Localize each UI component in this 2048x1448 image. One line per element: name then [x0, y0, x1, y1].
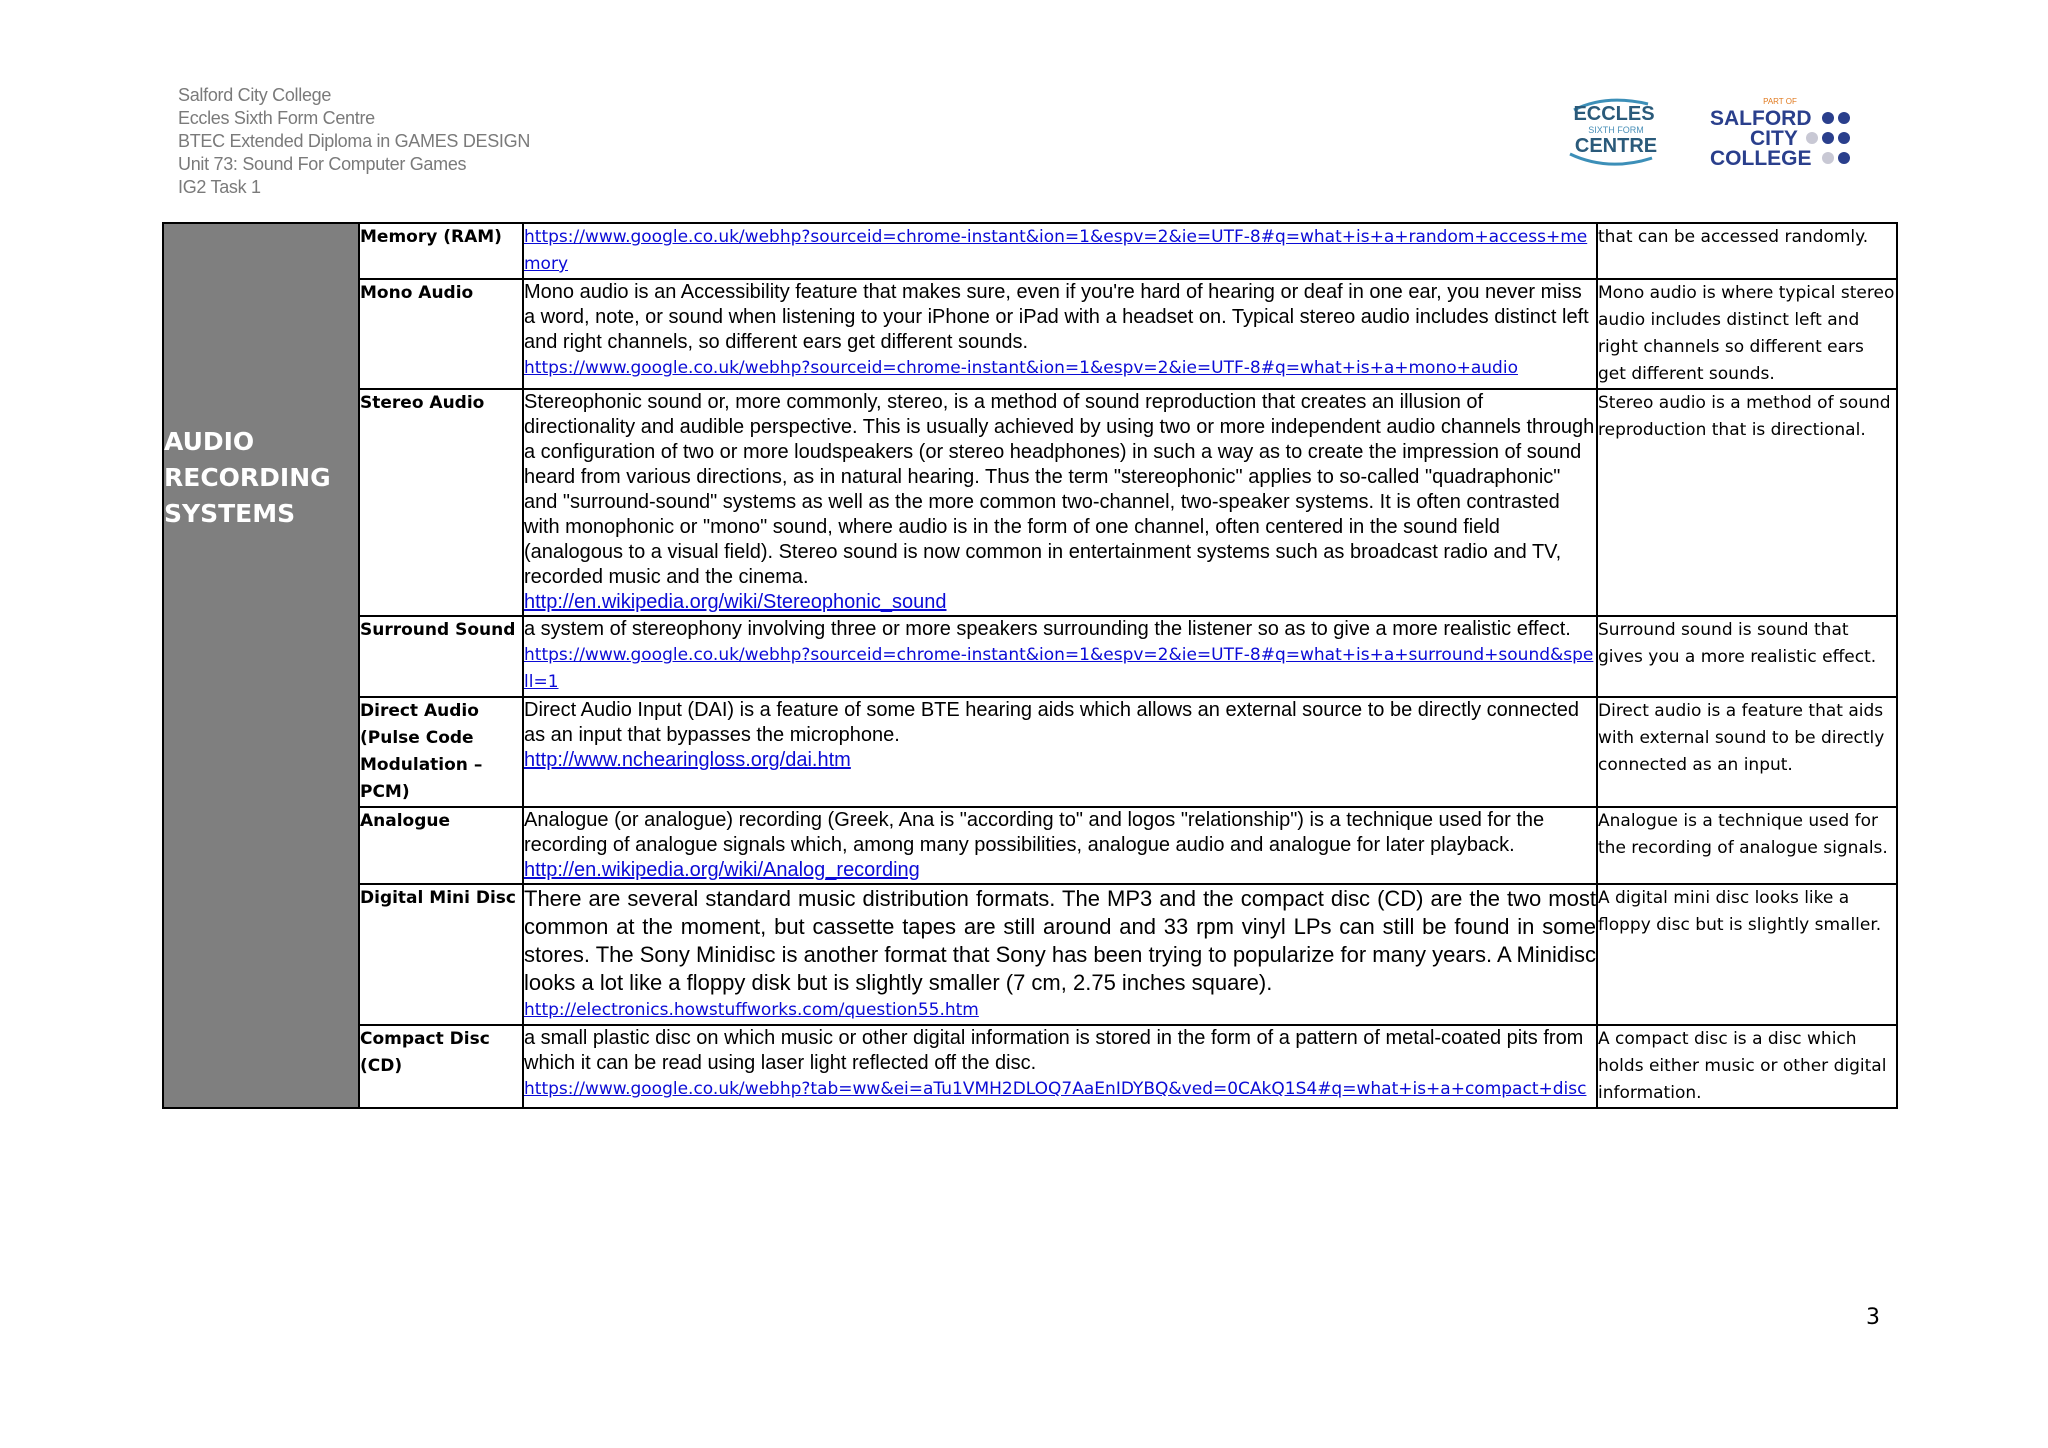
description-cell: [523, 223, 1597, 279]
description-cell: [523, 884, 1597, 1025]
summary-cell: Mono audio is where typical stereo audio includes distinct left and right channels so different ears get different sounds.: [1597, 279, 1897, 389]
description-text: Stereophonic sound or, more commonly, stereo, is a method of sound reproduction that creates an illusion of directionality and audible perspective. This is usually achieved by using two or more independent audio channels through a configuration of two or more loudspeakers (or stereo headphones) in such a way as to create the impression of sound heard from various directions, as in natural hearing. Thus the term "stereophonic" applies to so-called "quadraphonic" and "surround-sound" systems as well as the more common two-channel, two-speaker systems. It is often contrasted with monophonic or "mono" sound, where audio is in the form of one channel, often centered in the sound field (analogous to a visual field). Stereo sound is now common in entertainment systems such as broadcast radio and TV, recorded music and the cinema.: [524, 391, 1595, 588]
source-link[interactable]: http://en.wikipedia.org/wiki/Stereophonic_sound: [524, 591, 947, 613]
svg-text:COLLEGE: COLLEGE: [1710, 147, 1812, 170]
description-text: Analogue (or analogue) recording (Greek, Ana is "according to" and logos "relationship") is a technique used for the recording of analogue signals which, among many possibilities, analogue audio and analogue for later playback.: [524, 809, 1545, 856]
table-row: [163, 884, 1897, 1025]
term-cell: Memory (RAM): [359, 223, 523, 279]
svg-text:ECCLES: ECCLES: [1573, 103, 1655, 125]
summary-cell: A compact disc is a disc which holds either music or other digital information.: [1597, 1025, 1897, 1108]
summary-cell: A digital mini disc looks like a floppy disc but is slightly smaller.: [1597, 884, 1897, 1025]
summary-cell: Analogue is a technique used for the recording of analogue signals.: [1597, 807, 1897, 884]
table-row: [163, 616, 1897, 697]
term-cell: Direct Audio (Pulse Code Modulation – PCM): [359, 697, 523, 807]
table-row: [163, 389, 1897, 616]
source-link[interactable]: http://electronics.howstuffworks.com/question55.htm: [524, 1000, 979, 1020]
description-cell: [523, 389, 1597, 616]
audio-recording-systems-table: [162, 222, 1898, 1109]
table-row: [163, 807, 1897, 884]
description-text: There are several standard music distribution formats. The MP3 and the compact disc (CD) are the two most common at the moment, but cassette tapes are still around and 33 rpm vinyl LPs can still be found in some stores. The Sony Minidisc is another format that Sony has been trying to popularize for many years. A Minidisc looks a lot like a floppy disk but is slightly smaller (7 cm, 2.75 inches square).: [524, 886, 1597, 995]
header-line-task: IG2 Task 1: [178, 177, 261, 197]
svg-text:SALFORD: SALFORD: [1710, 107, 1812, 130]
svg-text:PART OF: PART OF: [1763, 97, 1797, 106]
header-line-unit: Unit 73: Sound For Computer Games: [178, 154, 467, 174]
source-link[interactable]: https://www.google.co.uk/webhp?sourceid=chrome-instant&ion=1&espv=2&ie=UTF-8#q=what+is+a+mono+audio: [524, 358, 1518, 378]
svg-text:SIXTH FORM: SIXTH FORM: [1588, 125, 1644, 135]
description-text: Direct Audio Input (DAI) is a feature of some BTE hearing aids which allows an external source to be directly connected as an input that bypasses the microphone.: [524, 699, 1579, 746]
term-cell: Compact Disc (CD): [359, 1025, 523, 1108]
table-row: [163, 279, 1897, 389]
section-title: AUDIO RECORDING SYSTEMS: [164, 427, 331, 528]
section-header-cell: [163, 223, 359, 1108]
source-link[interactable]: http://www.nchearingloss.org/dai.htm: [524, 749, 851, 771]
description-cell: [523, 1025, 1597, 1108]
svg-text:CENTRE: CENTRE: [1574, 135, 1658, 157]
header-line-centre: Eccles Sixth Form Centre: [178, 108, 375, 128]
header-line-college: Salford City College: [178, 85, 332, 105]
source-link[interactable]: https://www.google.co.uk/webhp?tab=ww&ei=aTu1VMH2DLOQ7AaEnIDYBQ&ved=0CAkQ1S4#q=what+is+a+compact+disc: [524, 1079, 1587, 1099]
description-cell: [523, 616, 1597, 697]
term-cell: Analogue: [359, 807, 523, 884]
table-row: [163, 697, 1897, 807]
description-cell: [523, 697, 1597, 807]
description-text: a small plastic disc on which music or other digital information is stored in the form of a pattern of metal-coated pits from which it can be read using laser light reflected off the disc.: [524, 1027, 1584, 1074]
description-cell: [523, 807, 1597, 884]
table-row: [163, 1025, 1897, 1108]
table-row: [163, 223, 1897, 279]
page-number: 3: [1866, 1305, 1880, 1330]
term-cell: Mono Audio: [359, 279, 523, 389]
eccles-centre-logo: [1556, 92, 1676, 172]
term-cell: Surround Sound: [359, 616, 523, 697]
source-link[interactable]: http://en.wikipedia.org/wiki/Analog_recording: [524, 859, 920, 881]
header-line-course: BTEC Extended Diploma in GAMES DESIGN: [178, 131, 531, 151]
summary-cell: that can be accessed randomly.: [1597, 223, 1897, 279]
summary-cell: Stereo audio is a method of sound reproduction that is directional.: [1597, 389, 1897, 616]
salford-city-college-logo: [1706, 92, 1876, 172]
description-text: a system of stereophony involving three or more speakers surrounding the listener so as to give a more realistic effect.: [524, 618, 1571, 640]
summary-cell: Direct audio is a feature that aids with external sound to be directly connected as an input.: [1597, 697, 1897, 807]
svg-text:CITY: CITY: [1750, 127, 1798, 150]
description-cell: [523, 279, 1597, 389]
document-header: [178, 84, 530, 199]
summary-cell: Surround sound is sound that gives you a more realistic effect.: [1597, 616, 1897, 697]
term-cell: Stereo Audio: [359, 389, 523, 616]
description-text: Mono audio is an Accessibility feature that makes sure, even if you're hard of hearing or deaf in one ear, you never miss a word, note, or sound when listening to your iPhone or iPad with a headset on. Typical stereo audio includes distinct left and right channels, so different ears get different sounds.: [524, 281, 1589, 353]
source-link[interactable]: https://www.google.co.uk/webhp?sourceid=chrome-instant&ion=1&espv=2&ie=UTF-8#q=what+is+a+surround+sound&spell=1: [524, 645, 1594, 692]
term-cell: Digital Mini Disc: [359, 884, 523, 1025]
source-link[interactable]: https://www.google.co.uk/webhp?sourceid=chrome-instant&ion=1&espv=2&ie=UTF-8#q=what+is+a+random+access+memory: [524, 227, 1588, 274]
